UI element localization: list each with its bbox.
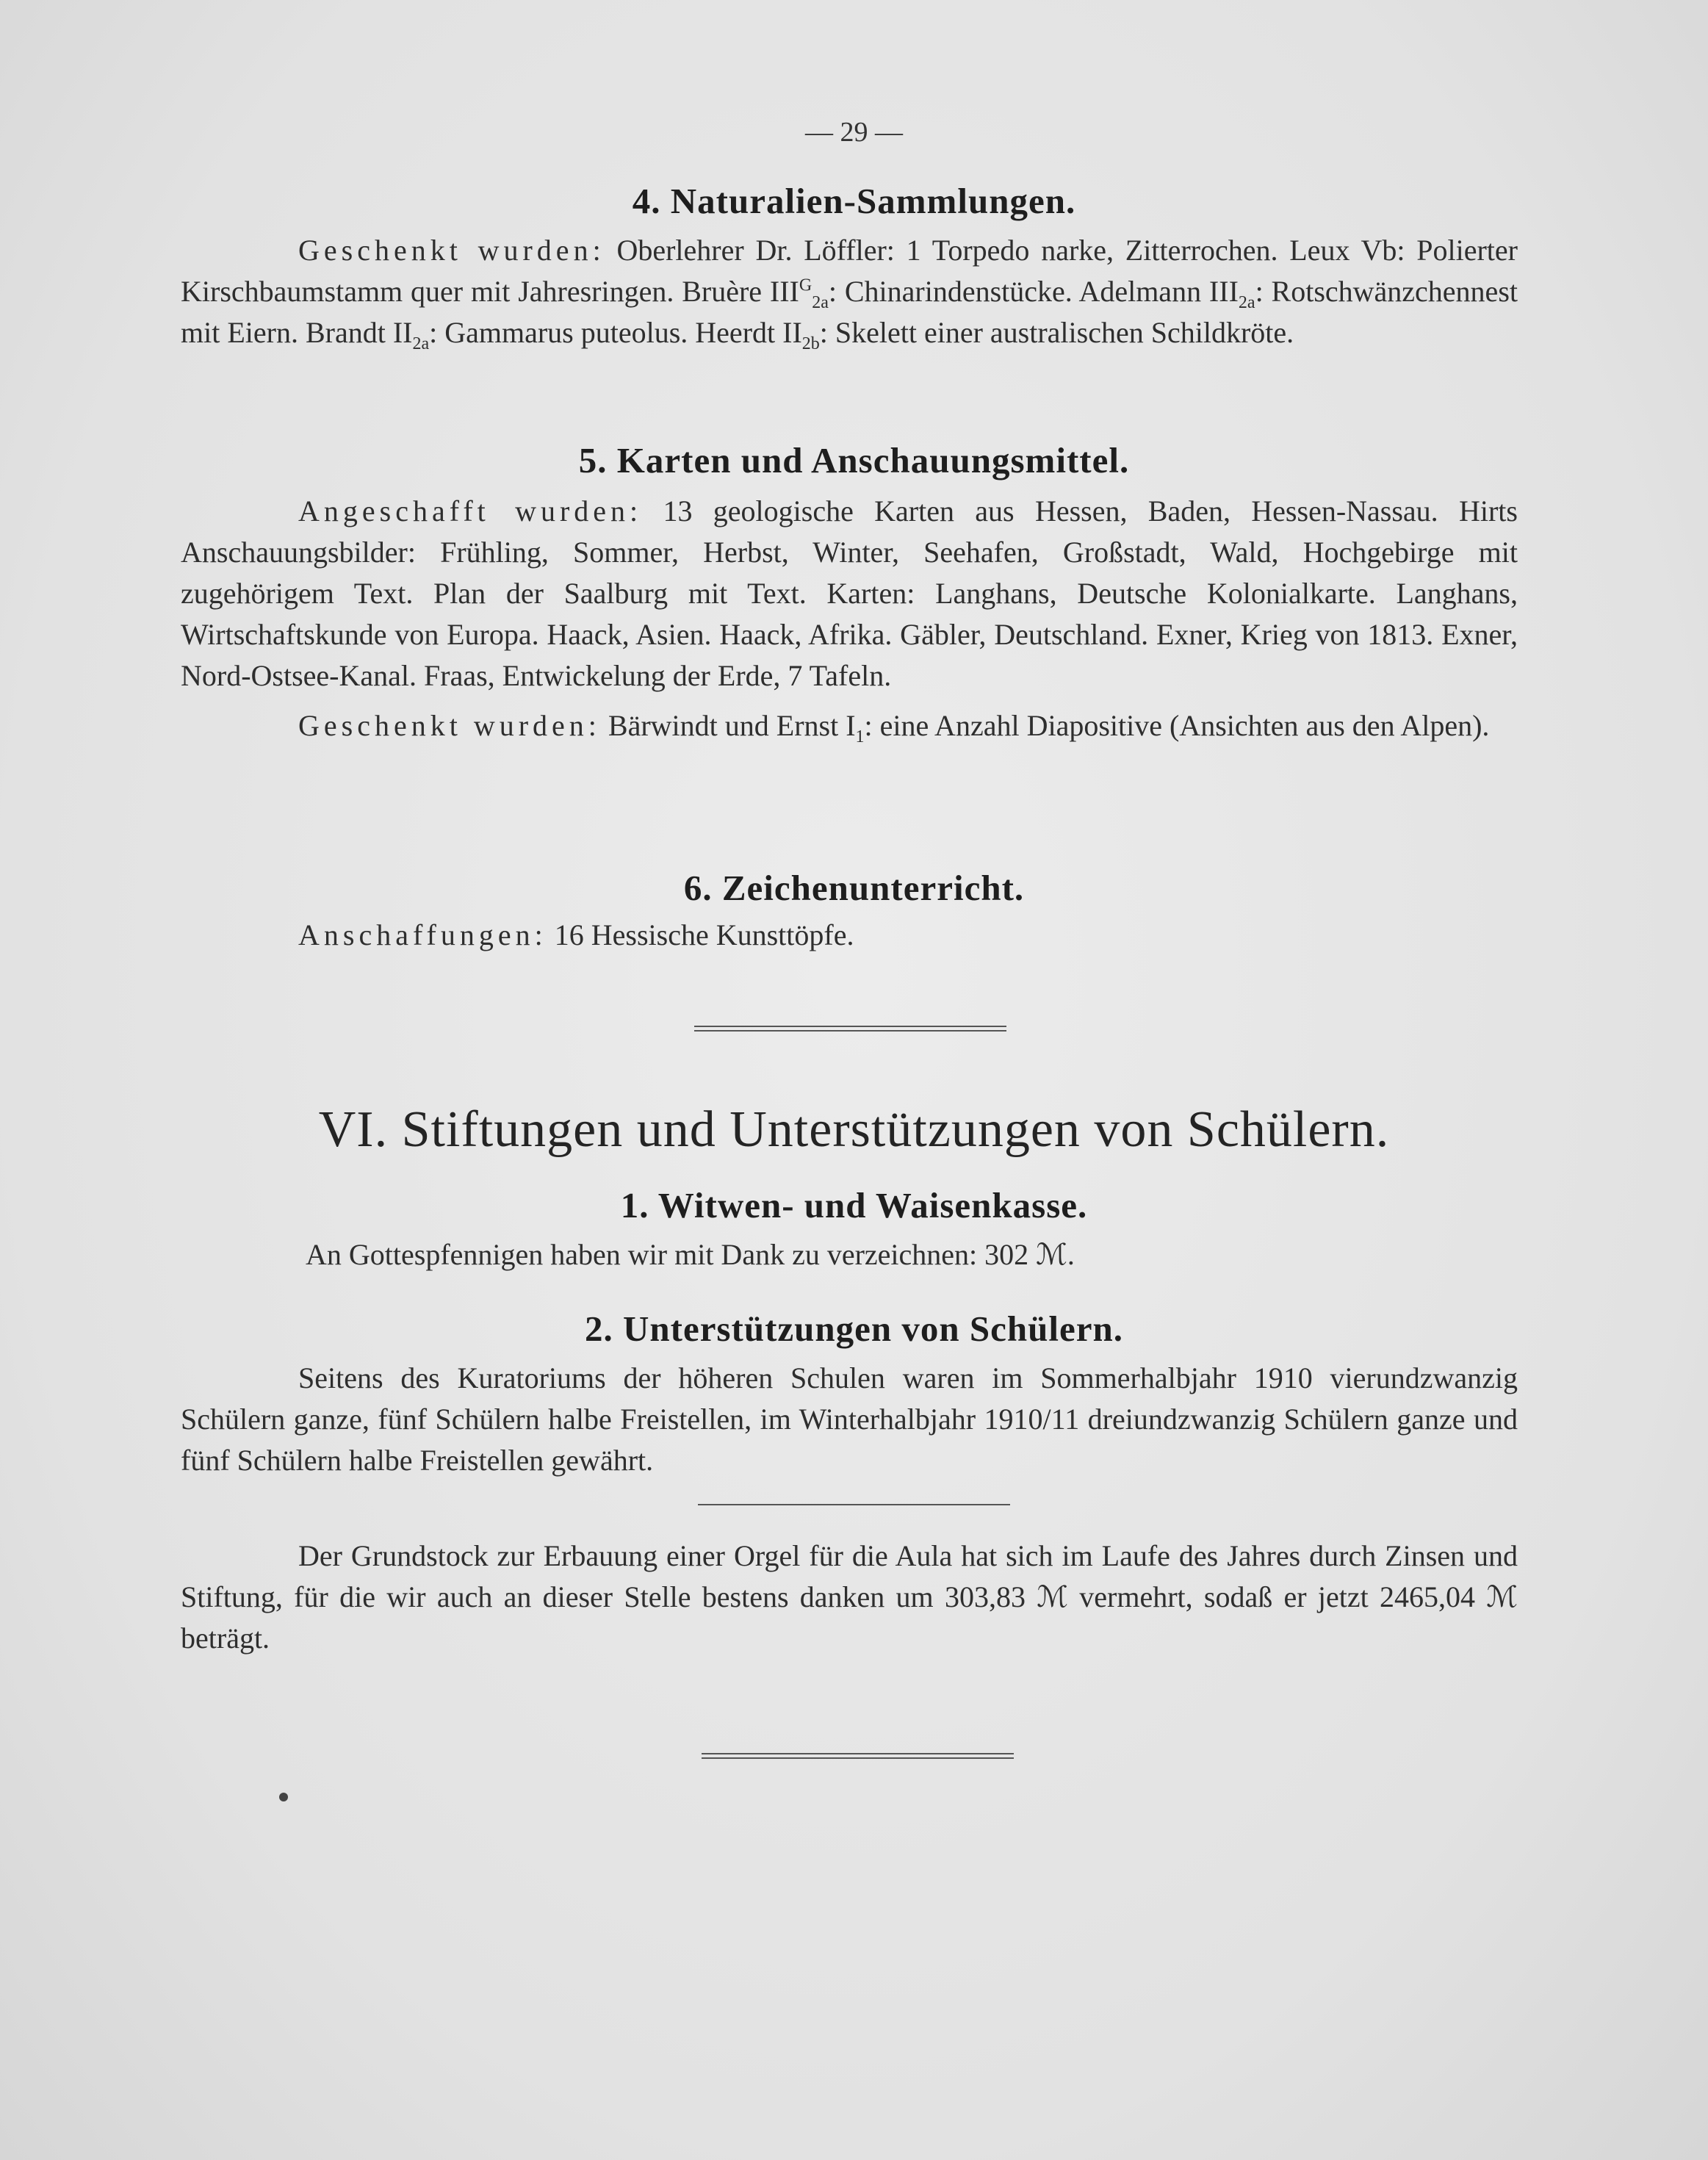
section-6-lead: Anschaffungen: [298, 918, 547, 951]
page-number: — 29 — [805, 117, 903, 148]
section-4-text-1: Oberlehrer Dr. Löffler: 1 Torpedo narke, Zitterrochen. Leux Vb: Polierter Kirschbaumstamm quer mit Jahresringen. Bruère III [181, 234, 1518, 308]
section-4-text-5: : Skelett einer australischen Schildkröte. [819, 316, 1294, 349]
section-5-lead-1: Angeschafft wurden: [298, 494, 643, 528]
chapter-vi-sub1-text: An Gottespfennigen haben wir mit Dank zu verzeichnen: 302 ℳ. [306, 1238, 1075, 1271]
chapter-vi-sub2-text: Seitens des Kuratoriums der höheren Schulen waren im Sommerhalbjahr 1910 vierundzwanzig Schülern ganze, fünf Schülern halbe Freistellen, im Winterhalbjahr 1910/11 dreiundzwanzig Schülern ganze und fünf Schülern halbe Freistellen gewährt. [181, 1361, 1518, 1477]
section-4-text-2: : Chinarindenstücke. Adelmann III [828, 275, 1239, 308]
section-4-text [181, 230, 1518, 353]
organ-text: Der Grundstock zur Erbauung einer Orgel für die Aula hat sich im Laufe des Jahres durch Zinsen und Stiftung, für die wir auch an dieser Stelle bestens danken um 303,83 ℳ vermehrt, sodaß er jetzt 2465,04 ℳ beträgt. [181, 1539, 1518, 1655]
section-4-sub-1: 2a [812, 293, 829, 312]
section-4-sup: G [799, 276, 812, 295]
section-5-lead-2: Geschenkt wurden: [298, 709, 601, 742]
organ-paragraph [181, 1536, 1518, 1659]
section-6-heading: 6. Zeichenunterricht. [683, 868, 1025, 908]
section-4-sub-3: 2a [412, 334, 430, 353]
chapter-vi-sub2-heading: 2. Unterstützungen von Schülern. [584, 1308, 1124, 1349]
section-divider [694, 1026, 1006, 1032]
section-5-sub: 1 [855, 727, 865, 746]
section-4-text-4: : Gammarus puteolus. Heerdt II [429, 316, 802, 349]
section-6-body: 16 Hessische Kunsttöpfe. [547, 918, 854, 951]
section-4-paragraph [181, 230, 1518, 353]
section-5-heading: 5. Karten und Anschauungsmittel. [578, 440, 1130, 480]
section-4-text-3: : Rotschwänzchennest mit Eiern. Brandt II [181, 275, 1518, 349]
ink-speck [279, 1793, 288, 1801]
end-divider [702, 1753, 1014, 1759]
section-5-body-2b: : eine Anzahl Diapositive (Ansichten aus den Alpen). [864, 709, 1490, 742]
section-4-sub-4: 2b [801, 334, 820, 353]
section-4-sub-2: 2a [1238, 293, 1255, 312]
section-4-heading: 4. Naturalien-Sammlungen. [632, 181, 1076, 221]
section-5-text-2 [181, 705, 1518, 746]
section-5-body-2a: Bärwindt und Ernst I [600, 709, 856, 742]
section-4-lead: Geschenkt wurden: [298, 234, 605, 267]
short-rule [698, 1504, 1010, 1505]
section-5-text-1 [181, 491, 1518, 696]
chapter-vi-sub2-paragraph [181, 1358, 1518, 1481]
section-5-body-1: 13 geologische Karten aus Hessen, Baden, Hessen-Nassau. Hirts Anschauungsbilder: Frühling, Sommer, Herbst, Winter, Seehafen, Großstadt, Wald, Hochgebirge mit zugehörigem Text. Plan der Saalburg mit Text. Karten: Langhans, Deutsche Kolonialkarte. Langhans, Wirtschaftskunde von Europa. Haack, Asien. Haack, Afrika. Gäbler, Deutschland. Exner, Krieg von 1813. Exner, Nord-Ostsee-Kanal. Fraas, Entwickelung der Erde, 7 Tafeln. [181, 494, 1518, 692]
section-6-text [181, 915, 1518, 956]
chapter-vi-title: VI. Stiftungen und Unterstützungen von Schülern. [318, 1101, 1390, 1158]
chapter-vi-sub1-heading: 1. Witwen- und Waisenkasse. [620, 1185, 1088, 1225]
section-6-paragraph [181, 915, 1518, 956]
section-5-paragraph [181, 491, 1518, 746]
